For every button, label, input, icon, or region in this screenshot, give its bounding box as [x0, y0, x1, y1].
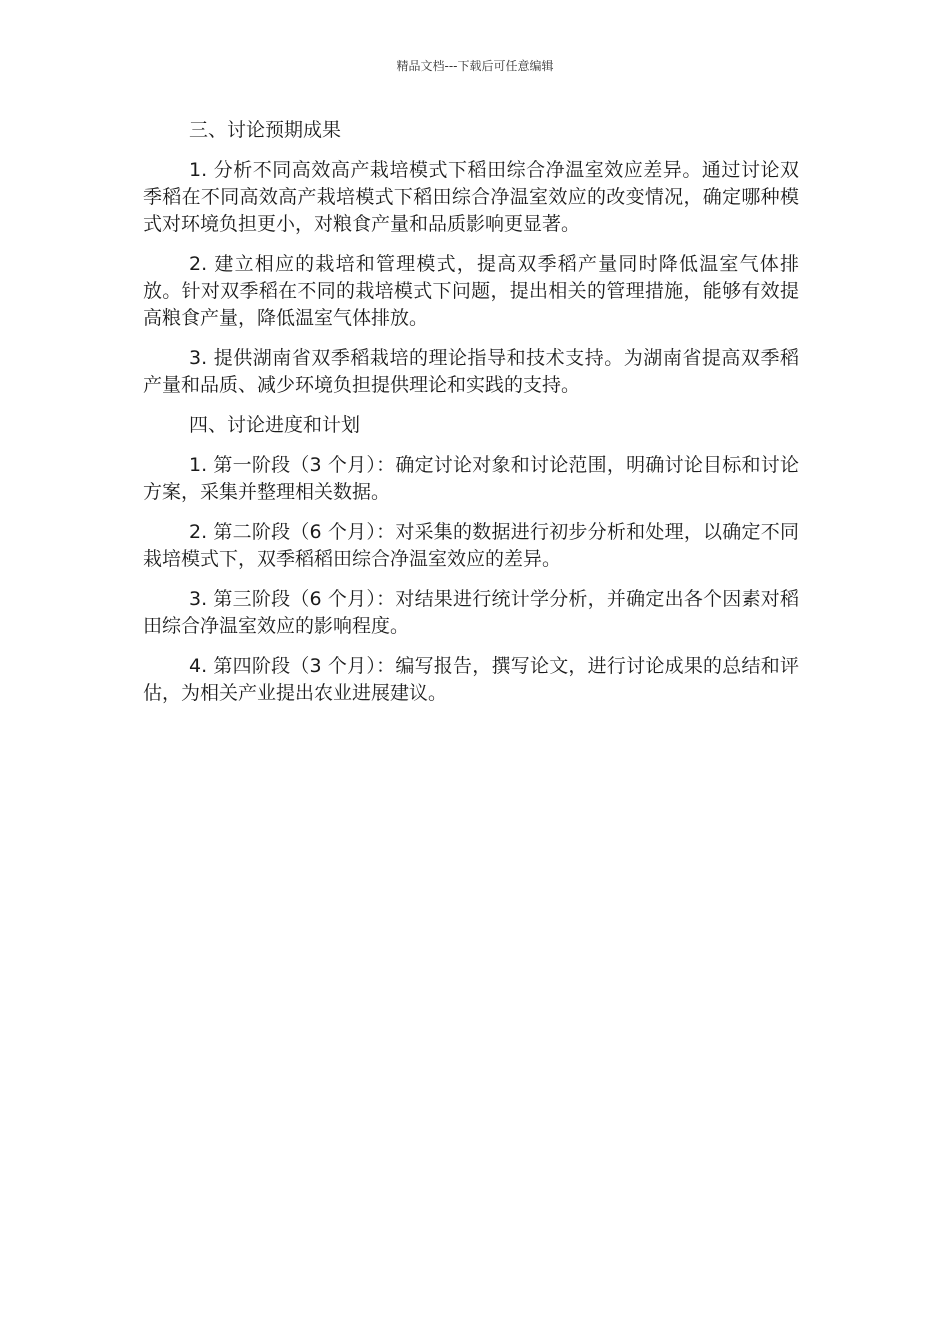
paragraph-plan-2: 2. 第二阶段（6 个月）：对采集的数据进行初步分析和处理，以确定不同栽培模式下，双季稻稻田综合净温室效应的差异。 — [143, 521, 799, 570]
paragraph-plan-3: 3. 第三阶段（6 个月）：对结果进行统计学分析，并确定出各个因素对稻田综合净温室效应的影响程度。 — [143, 588, 799, 637]
page-header: 精品文档---下载后可任意编辑 — [396, 59, 554, 73]
paragraph-result-2: 2. 建立相应的栽培和管理模式，提高双季稻产量同时降低温室气体排放。针对双季稻在不同的栽培模式下问题，提出相关的管理措施，能够有效提高粮食产量，降低温室气体排放。 — [143, 253, 799, 329]
paragraph-result-1: 1. 分析不同高效高产栽培模式下稻田综合净温室效应差异。通过讨论双季稻在不同高效高产栽培模式下稻田综合净温室效应的改变情况，确定哪种模式对环境负担更小，对粮食产量和品质影响更显著。 — [143, 159, 799, 235]
paragraph-plan-4: 4. 第四阶段（3 个月）：编写报告，撰写论文，进行讨论成果的总结和评估，为相关产业提出农业进展建议。 — [143, 655, 799, 704]
paragraph-result-3: 3. 提供湖南省双季稻栽培的理论指导和技术支持。为湖南省提高双季稻产量和品质、减少环境负担提供理论和实践的支持。 — [143, 347, 799, 396]
document-body — [143, 117, 799, 720]
paragraph-plan-1: 1. 第一阶段（3 个月）：确定讨论对象和讨论范围，明确讨论目标和讨论方案，采集并整理相关数据。 — [143, 454, 799, 503]
section-heading-progress-plan: 四、讨论进度和计划 — [189, 414, 361, 436]
section-heading-expected-results: 三、讨论预期成果 — [189, 119, 342, 141]
